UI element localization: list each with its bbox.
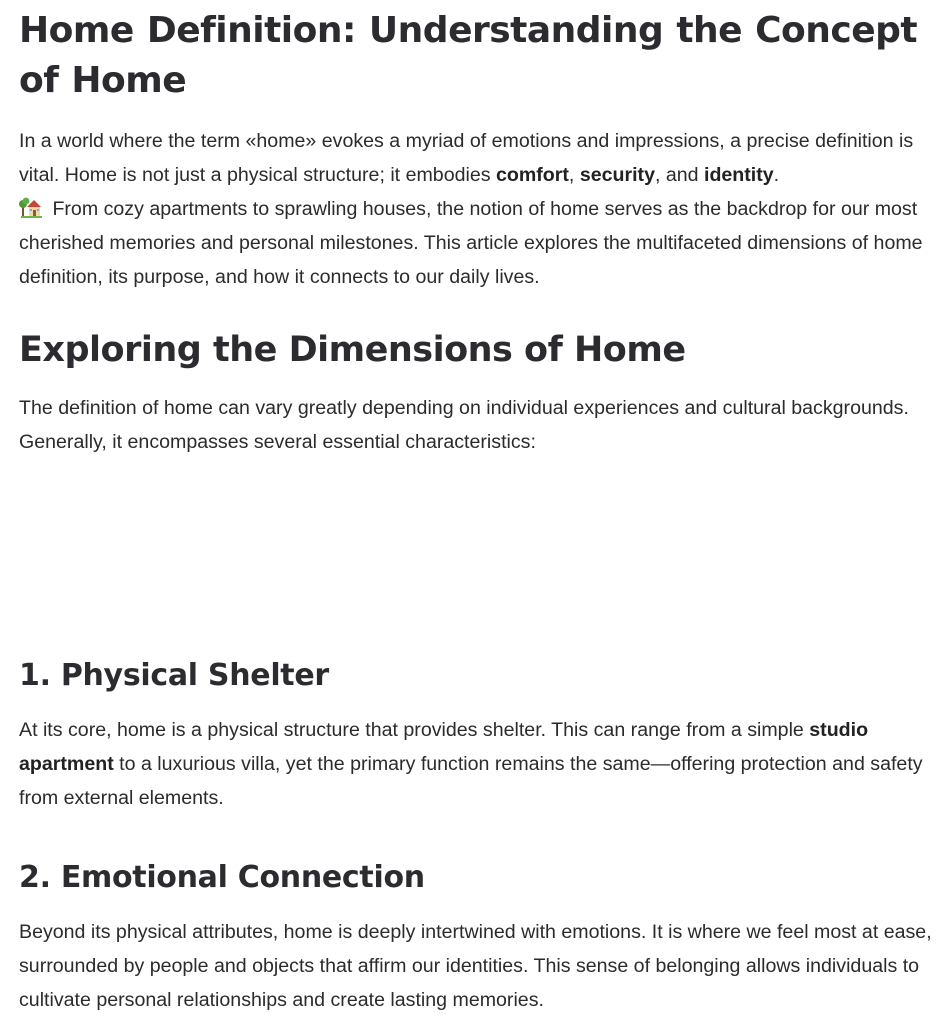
intro-sep-1: ,: [568, 164, 580, 186]
physical-shelter-paragraph: [19, 713, 933, 815]
subheading-physical-shelter: 1. Physical Shelter: [19, 658, 329, 693]
intro-paragraph: [19, 124, 933, 294]
intro-text-1: In a world where the term «home» evokes a myriad of emotions and impressions, a precise definition is vital. Home is not just a physical structure; it embodies: [19, 130, 914, 186]
section-heading: Exploring the Dimensions of Home: [19, 330, 686, 370]
page-title: Home Definition: Understanding the Concept of Home: [19, 10, 918, 101]
house-with-garden-icon: [19, 195, 43, 217]
subheading-emotional-connection: 2. Emotional Connection: [19, 860, 425, 895]
intro-text-3: From cozy apartments to sprawling houses, the notion of home serves as the backdrop for our most cherished memories and personal milestones. This article explores the multifaceted dimensions of home definition, its purpose, and how it connects to our daily lives.: [19, 198, 923, 288]
intro-bold-comfort: comfort: [495, 164, 569, 186]
intro-bold-security: security: [579, 164, 655, 186]
intro-bold-identity: identity: [704, 164, 774, 186]
physical-shelter-bold: studio apartment: [19, 719, 869, 775]
section-paragraph: The definition of home can vary greatly depending on individual experiences and cultural backgrounds. Generally, it encompasses several essential characteristics:: [19, 397, 909, 453]
physical-shelter-text-2: to a luxurious villa, yet the primary function remains the same—offering protection and safety from external elements.: [19, 753, 923, 809]
blank-ad-space: [19, 459, 933, 655]
emotional-connection-paragraph: Beyond its physical attributes, home is deeply intertwined with emotions. It is where we feel most at ease, surrounded by people and objects that affirm our identities. This sense of belonging allows individuals to cultivate personal relationships and create lasting memories.: [19, 921, 932, 1011]
physical-shelter-text-1: At its core, home is a physical structure that provides shelter. This can range from a simple: [19, 719, 810, 741]
intro-text-2: .: [773, 164, 780, 186]
intro-sep-2: , and: [654, 164, 704, 186]
article: [0, 6, 952, 1017]
